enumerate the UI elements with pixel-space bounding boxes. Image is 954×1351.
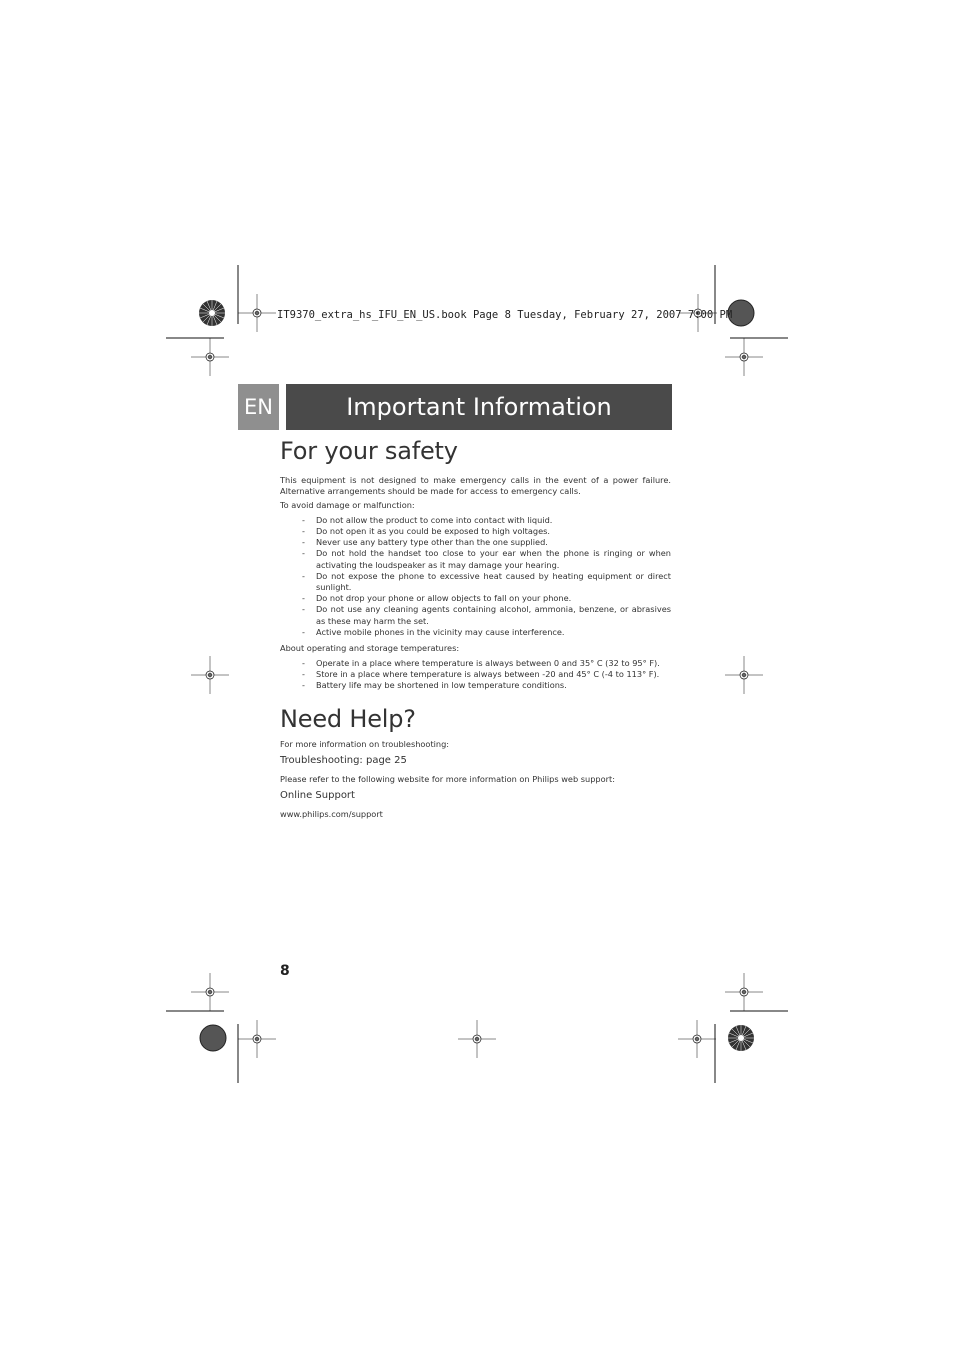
list-item: - Active mobile phones in the vicinity may cause interference. [280,627,671,638]
list-item: - Operate in a place where temperature is always between 0 and 35° C (32 to 95° F). [280,658,671,669]
list-item: - Do not hold the handset too close to your ear when the phone is ringing or when activating the loudspeaker as it may damage your hearing. [280,548,671,570]
list-item: - Do not expose the phone to excessive heat caused by heating equipment or direct sunlight. [280,571,671,593]
online-support-label: Online Support [280,790,355,802]
safety-heading: For your safety [280,437,458,465]
web-lead: Please refer to the following website for more information on Philips web support: [280,774,615,785]
language-tab: EN [238,384,279,430]
page-number: 8 [280,963,290,979]
section-title: Important Information [286,384,672,430]
list-item: - Store in a place where temperature is always between -20 and 45° C (-4 to 113° F). [280,669,671,680]
damage-list [280,515,671,638]
list-item: - Do not drop your phone or allow objects to fall on your phone. [280,593,671,604]
print-header: IT9370_extra_hs_IFU_EN_US.book Page 8 Tuesday, February 27, 2007 7:00 PM [277,309,733,321]
list-item: - Never use any battery type other than the one supplied. [280,537,671,548]
troubleshooting-reference: Troubleshooting: page 25 [280,755,407,767]
list-item: - Do not open it as you could be exposed to high voltages. [280,526,671,537]
support-url: www.philips.com/support [280,809,383,820]
temp-list [280,658,671,692]
damage-lead: To avoid damage or malfunction: [280,500,415,511]
list-item: - Do not allow the product to come into contact with liquid. [280,515,671,526]
list-item: - Do not use any cleaning agents containing alcohol, ammonia, benzene, or abrasives as these may harm the set. [280,604,671,626]
trouble-lead: For more information on troubleshooting: [280,739,450,750]
help-heading: Need Help? [280,705,416,734]
temp-lead: About operating and storage temperatures: [280,643,460,654]
list-item: - Battery life may be shortened in low temperature conditions. [280,680,671,691]
content [280,437,671,825]
safety-intro: This equipment is not designed to make emergency calls in the event of a power failure. Alternative arrangements should be made for access to emergency calls. [280,475,671,496]
